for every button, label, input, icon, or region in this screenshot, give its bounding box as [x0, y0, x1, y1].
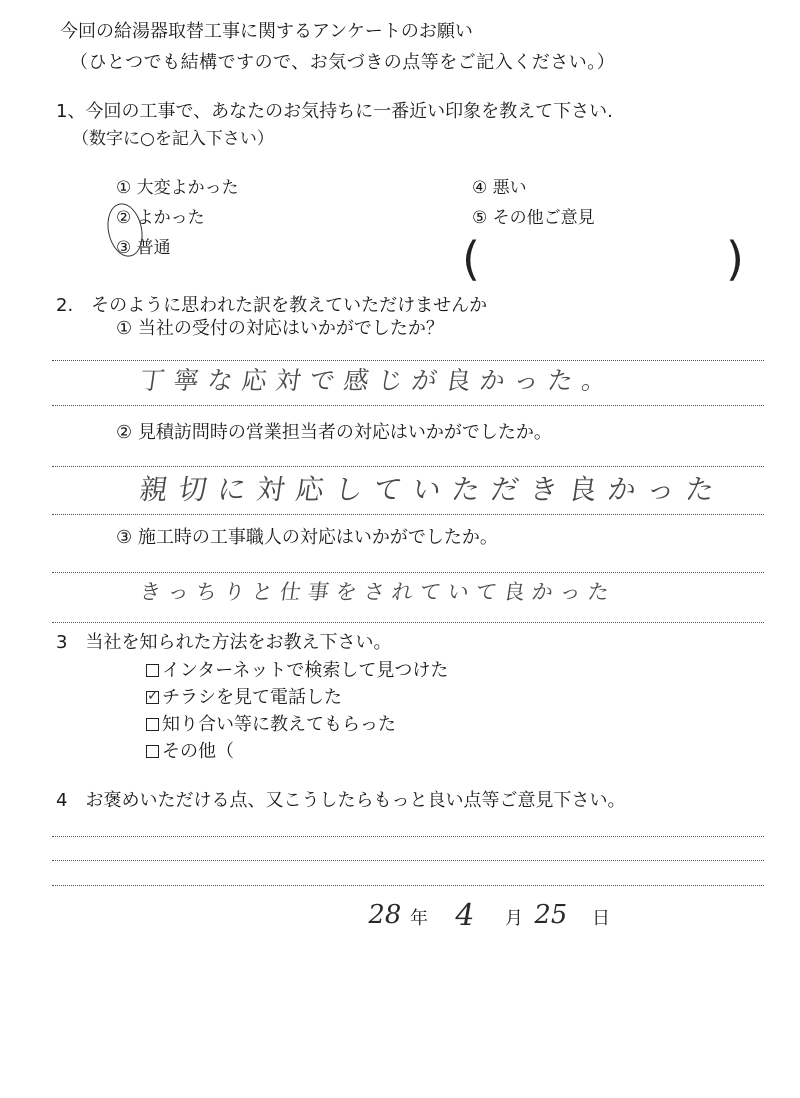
q1-question: 1、今回の工事で、あなたのお気持ちに一番近い印象を教えて下さい.: [56, 101, 613, 122]
date-month-unit: 月: [505, 908, 523, 929]
q1-option-1[interactable]: ① 大変よかった: [116, 178, 239, 198]
answer-line: [52, 514, 764, 515]
checkbox[interactable]: [146, 664, 159, 677]
answer-line: [52, 836, 764, 837]
q2-question: 2. そのように思われた訳を教えていただけませんか: [56, 295, 488, 316]
date-year-unit: 年: [410, 908, 428, 929]
q4-question: 4 お褒めいただける点、又こうしたらもっと良い点等ご意見下さい。: [56, 790, 626, 811]
q2-sub1-answer[interactable]: 丁寧な応対で感じが良かった。: [137, 366, 618, 395]
q3-option-other[interactable]: その他（: [146, 741, 234, 763]
q2-sub2-answer[interactable]: 親切に対応していただき良かった: [137, 473, 728, 506]
date-day-unit: 日: [592, 908, 610, 929]
q1-option-5[interactable]: ⑤ その他ご意見: [472, 208, 595, 228]
checkbox[interactable]: [146, 718, 159, 731]
q2-sub3-answer[interactable]: きっちりと仕事をされていて良かった: [138, 580, 618, 604]
q3-option-internet[interactable]: インターネットで検索して見つけた: [146, 660, 448, 682]
q2-sub3-label: ③ 施工時の工事職人の対応はいかがでしたか。: [116, 527, 498, 548]
answer-line: [52, 405, 764, 406]
answer-line: [52, 572, 764, 573]
q1-option-2[interactable]: ② よかった: [116, 208, 205, 228]
answer-line: [52, 860, 764, 861]
q3-option-flyer[interactable]: ✓チラシを見て電話した: [146, 687, 342, 709]
date-day-value[interactable]: 25: [531, 900, 570, 930]
form-title: 今回の給湯器取替工事に関するアンケートのお願い: [60, 21, 473, 42]
q3-question: 3 当社を知られた方法をお教え下さい。: [56, 632, 392, 653]
form-subtitle: （ひとつでも結構ですので、お気づきの点等をご記入ください。）: [70, 52, 616, 73]
date-year-value[interactable]: 28: [365, 900, 404, 930]
date-month-value[interactable]: 4: [451, 898, 478, 933]
q2-sub1-label: ① 当社の受付の対応はいかがでしたか？: [116, 318, 444, 339]
q1-option-3[interactable]: ③ 普通: [116, 238, 171, 258]
answer-line: [52, 466, 764, 467]
checkbox-checked[interactable]: [146, 691, 159, 704]
q1-other-close-paren: ): [726, 232, 744, 286]
q1-option-4[interactable]: ④ 悪い: [472, 178, 527, 198]
q3-option-acquaintance[interactable]: 知り合い等に教えてもらった: [146, 714, 396, 736]
checkbox[interactable]: [146, 745, 159, 758]
answer-line: [52, 622, 764, 623]
q2-sub2-label: ② 見積訪問時の営業担当者の対応はいかがでしたか。: [116, 422, 552, 443]
q1-instruction: （数字に○を記入下さい）: [72, 129, 274, 149]
answer-line: [52, 885, 764, 886]
q1-other-open-paren: (: [462, 232, 480, 286]
